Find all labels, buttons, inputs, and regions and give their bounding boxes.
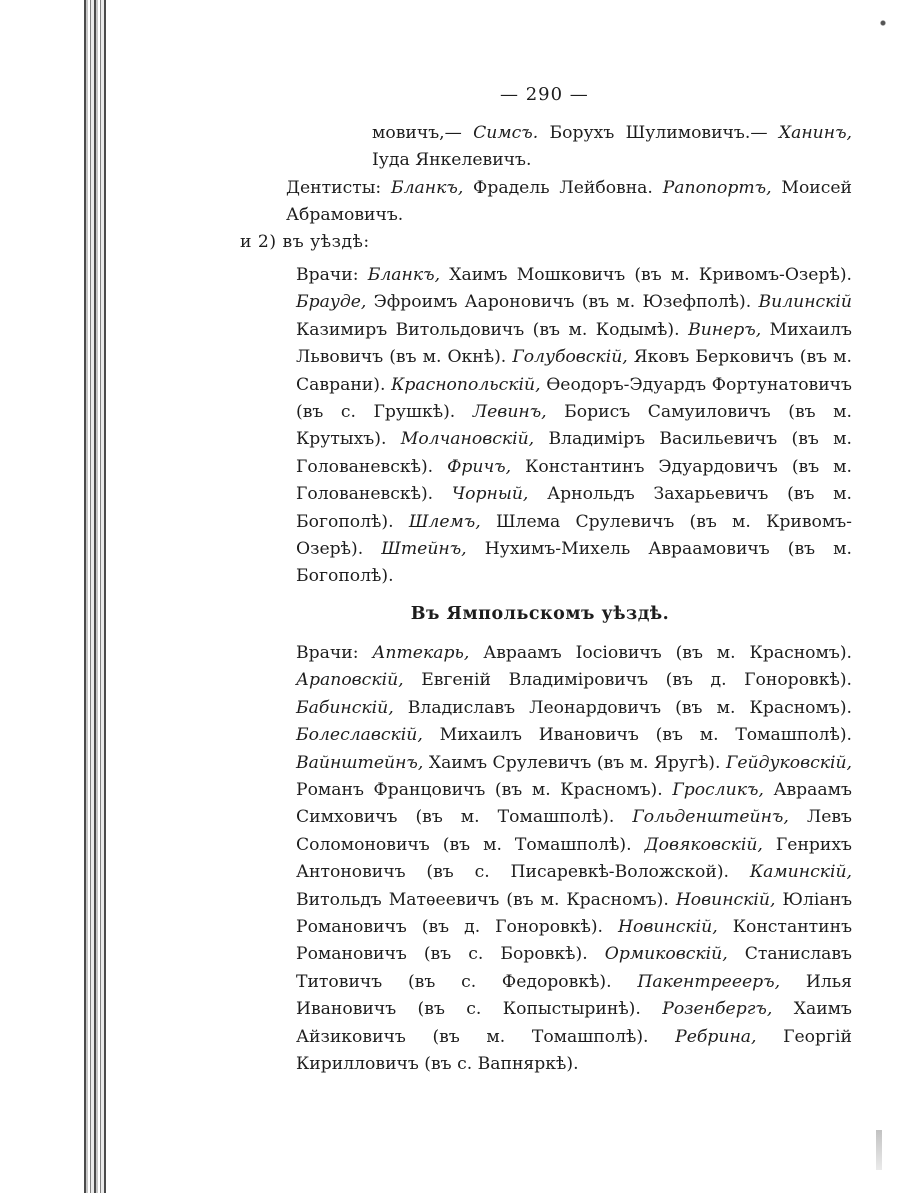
text-run: Илья Ивановичъ (въ с. Копыстыринѣ).: [296, 971, 852, 1020]
text-run: Хаимъ Айзиковичъ (въ м. Томашполѣ).: [296, 999, 852, 1047]
text-run: Владиславъ Леонардовичъ (въ м. Красномъ).: [393, 697, 852, 718]
text-run: Станиславъ Титовичъ (въ с. Федоровкѣ).: [296, 944, 852, 992]
text-run: Авраамъ Симховичъ (въ м. Томашполѣ).: [296, 780, 852, 828]
page-number: — 290 —: [500, 84, 589, 105]
text-run: Эфроимъ Аароновичъ (въ м. Юзефполѣ).: [366, 292, 759, 313]
text-run: Ѳеодоръ-Эдуардъ Фортунатовичъ (въ с. Грушкѣ).: [296, 374, 852, 423]
text-run: Авраамъ Іосіовичъ (въ м. Красномъ).: [469, 643, 853, 663]
text-run: Казимиръ Витольдовичъ (въ м. Кодымѣ).: [296, 319, 689, 340]
surname-italic: Ханинъ,: [778, 123, 852, 143]
yampol-doctors-paragraph: [296, 640, 852, 1079]
surname-italic: Новинскій,: [618, 917, 718, 938]
text-run: Врачи:: [296, 643, 373, 663]
surname-italic: Араповскій,: [296, 670, 404, 691]
surname-italic: Гейдуковскій,: [725, 752, 852, 773]
continuation-paragraph: [372, 120, 852, 175]
surname-italic: Болеславскій,: [296, 725, 423, 746]
surname-italic: Краснопольскій,: [391, 374, 541, 395]
surname-italic: Довяковскій,: [644, 834, 763, 855]
text-run: Левъ Соломоновичъ (въ м. Томашполѣ).: [296, 807, 852, 855]
surname-italic: Штейнъ,: [381, 539, 467, 560]
text-run: Яковъ Берковичъ (въ м. Саврани).: [296, 347, 852, 395]
text-run: мовичъ,—: [372, 123, 474, 143]
surname-italic: Симсъ.: [473, 123, 539, 143]
surname-italic: Аптекарь,: [372, 643, 470, 663]
uezd-doctors-paragraph: [296, 262, 852, 591]
text-run: Хаимъ Мошковичъ (въ м. Кривомъ-Озерѣ).: [440, 265, 852, 285]
text-run: Іуда Янкелевичъ.: [372, 150, 532, 171]
text-run: Георгій Кирилловичъ (въ с. Вапняркѣ).: [296, 1026, 852, 1075]
surname-italic: Пакентреееръ,: [637, 971, 781, 992]
surname-italic: Брауде,: [296, 292, 367, 313]
binding-edge: [84, 0, 106, 1193]
text-run: Михаилъ Ивановичъ (въ м. Томашполѣ).: [422, 725, 852, 746]
text-run: Борисъ Самуиловичъ (въ м. Крутыхъ).: [296, 402, 852, 450]
text-run: Генрихъ Антоновичъ (въ с. Писаревкѣ-Воложской).: [296, 834, 852, 883]
text-run: Романъ Францовичъ (въ м. Красномъ).: [296, 780, 673, 801]
surname-italic: Молчановскій,: [400, 429, 535, 450]
surname-italic: Левинъ,: [472, 402, 547, 423]
surname-italic: Вилинскій: [758, 292, 852, 313]
text-run: Фрадель Лейбовна.: [463, 178, 663, 198]
text-run: Моисей Абрамовичъ.: [286, 178, 852, 226]
text-run: Константинъ Романовичъ (въ с. Боровкѣ).: [296, 917, 853, 965]
text-run: Борухъ Шулимовичъ.—: [538, 123, 779, 143]
scan-smudge: [876, 1130, 882, 1170]
text-run: Шлема Срулевичъ (въ м. Кривомъ-Озерѣ).: [296, 511, 852, 560]
text-run: Врачи:: [296, 265, 368, 285]
text-run: Нухимъ-Михель Авраамовичъ (въ м. Богополѣ).: [296, 539, 852, 587]
surname-italic: Каминскій,: [749, 862, 852, 883]
text-run: Арнольдъ Захарьевичъ (въ м. Богополѣ).: [296, 484, 852, 532]
surname-italic: Розенбергъ,: [662, 999, 773, 1020]
surname-italic: Гросликъ,: [672, 780, 764, 801]
text-run: Хаимъ Срулевичъ (въ м. Яругѣ).: [423, 752, 726, 773]
text-run: Юліанъ Романовичъ (въ д. Гоноровкѣ).: [296, 889, 853, 938]
surname-italic: Бланкъ,: [367, 265, 441, 285]
text-run: Дентисты:: [286, 178, 391, 198]
surname-italic: Ормиковскій,: [604, 944, 728, 965]
surname-italic: Шлемъ,: [408, 511, 481, 532]
text-run: Михаилъ Львовичъ (въ м. Окнѣ).: [296, 319, 852, 368]
surname-italic: Бабинскій,: [296, 697, 394, 718]
surname-italic: Вайнштейнъ,: [296, 752, 424, 773]
text-run: Константинъ Эдуардовичъ (въ м. Голованевскѣ).: [296, 456, 852, 505]
surname-italic: Гольденштейнъ,: [632, 807, 789, 828]
surname-italic: Голубовскій,: [512, 347, 628, 368]
text-run: Владиміръ Васильевичъ (въ м. Голованевскѣ).: [296, 429, 852, 477]
surname-italic: Рапопортъ,: [662, 178, 772, 198]
surname-italic: Новинскій,: [675, 889, 776, 910]
surname-italic: Винеръ,: [688, 319, 762, 340]
text-run: Витольдъ Матѳеевичъ (въ м. Красномъ).: [296, 889, 676, 910]
dentists-paragraph: [286, 175, 852, 230]
scan-speck: [878, 18, 888, 28]
surname-italic: Ребрина,: [675, 1026, 757, 1047]
section-heading: Въ Ямпольскомъ уѣздѣ.: [410, 604, 670, 624]
text-run: Евгеній Владиміровичъ (въ д. Гоноровкѣ).: [403, 670, 852, 691]
surname-italic: Фричъ,: [447, 456, 512, 477]
surname-italic: Бланкъ,: [390, 178, 464, 198]
uezd-label: и 2) въ уѣздѣ:: [240, 232, 370, 252]
surname-italic: Чорный,: [451, 484, 529, 505]
